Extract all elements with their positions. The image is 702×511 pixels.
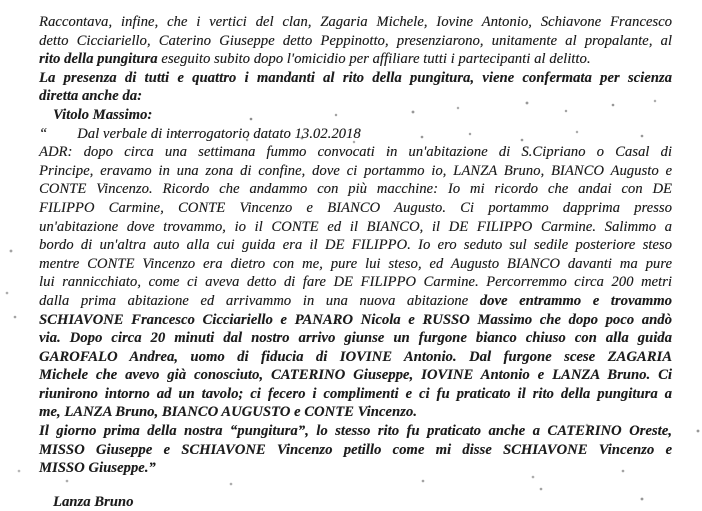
text-line <box>39 366 672 385</box>
text-run: detto Cicciariello, Caterino Giuseppe detto Peppinotto, presenziarono, unitamente al propalante, al <box>39 32 672 49</box>
text-line <box>39 218 672 237</box>
bold-text-run: GAROFALO Andrea, uomo di fiducia di IOVINE Antonio. Dal furgone scese ZAGARIA <box>39 348 672 365</box>
text-line <box>39 180 672 199</box>
text-line <box>39 69 672 88</box>
text-run: bordo di un'altra auto alla cui guida era il DE FILIPPO. Io ero seduto sul sedile posteriore steso <box>39 237 672 254</box>
text-run: dalla prima abitazione ed arrivammo in una nuova abitazione <box>39 292 480 309</box>
bold-text-run: riunirono intorno ad un tavolo; ci fecero i complimenti e ci fu praticato il rito della pungitura a <box>39 385 672 402</box>
text-line <box>39 441 672 460</box>
text-line <box>39 32 672 51</box>
text-run: Principe, eravamo in una zona di confine, dove ci portammo io, LANZA Bruno, BIANCO Augusto e <box>39 162 672 179</box>
text-line <box>39 143 672 162</box>
bold-text-run: Vitolo Massimo: <box>53 106 153 123</box>
text-line <box>39 403 672 422</box>
text-line <box>39 422 672 441</box>
scan-noise <box>0 0 2 2</box>
text-line <box>39 162 672 181</box>
bold-text-run: Lanza Bruno <box>53 493 134 510</box>
text-line <box>39 87 672 106</box>
text-line <box>39 348 672 367</box>
document-body <box>39 13 672 511</box>
text-line <box>39 125 672 144</box>
bold-text-run: via. Dopo circa 20 minuti dal nostro arrivo giunse un furgone bianco chiuso con alla guida <box>39 330 672 347</box>
text-run: lui rannicchiato, come ci aveva detto di fare DE FILIPPO Carmine. Percorremmo circa 200 metri <box>39 274 672 291</box>
bold-text-run: MISSO Giuseppe.” <box>39 460 156 477</box>
text-line <box>39 385 672 404</box>
text-run: ADR: dopo circa una settimana fummo convocati in un'abitazione di S.Cipriano o Casal di <box>39 144 672 161</box>
text-run: eseguito subito dopo l'omicidio per affiliare tutti i partecipanti al delitto. <box>157 51 591 68</box>
text-run: Raccontava, infine, che i vertici del clan, Zagaria Michele, Iovine Antonio, Schiavone Francesco <box>39 14 672 30</box>
text-line <box>39 273 672 292</box>
text-line <box>39 493 672 511</box>
text-run: CONTE Vincenzo. Ricordo che andammo con più macchine: Io mi ricordo che andai con DE <box>39 181 672 198</box>
bold-text-run: diretta anche da: <box>39 88 142 105</box>
text-line <box>39 199 672 218</box>
blank-line <box>39 478 672 493</box>
bold-text-run: La presenza di tutti e quattro i mandanti al rito della pungitura, viene confermata per scienza <box>39 69 672 86</box>
bold-text-run: Michele che avevo già conosciuto, CATERINO Giuseppe, IOVINE Antonio e LANZA Bruno. Ci <box>39 367 672 384</box>
text-run: Dal verbale di interrogatorio datato 13.02.2018 <box>77 125 361 142</box>
text-line <box>39 236 672 255</box>
text-line <box>39 50 672 69</box>
bold-text-run: Il giorno prima della nostra “pungitura”, lo stesso rito fu praticato anche a CATERINO Oreste, <box>39 423 672 440</box>
text-line <box>39 459 672 478</box>
bold-text-run: rito della pungitura <box>39 51 158 68</box>
text-line <box>39 292 672 311</box>
text-run: FILIPPO Carmine, CONTE Vincenzo e BIANCO Augusto. Ci portammo dapprima presso <box>39 199 672 216</box>
text-line <box>39 311 672 330</box>
text-run: mentre CONTE Vincenzo era dietro con me, pure lui steso, ed Augusto BIANCO davanti ma pure <box>39 255 672 272</box>
bold-text-run: dove entrammo e trovammo <box>479 292 672 309</box>
text-run: “ <box>39 125 48 142</box>
text-line <box>39 106 672 125</box>
bold-text-run: MISSO Giuseppe e SCHIAVONE Vincenzo petillo come mi disse SCHIAVONE Vincenzo e <box>39 441 672 458</box>
text-line <box>39 13 672 32</box>
text-line <box>39 255 672 274</box>
text-run: un'abitazione dove trovammo, io il CONTE ed il BIANCO, il DE FILIPPO Carmine. Salimmo a <box>39 218 672 235</box>
bold-text-run: SCHIAVONE Francesco Cicciariello e PANARO Nicola e RUSSO Massimo che dopo poco andò <box>39 311 672 328</box>
text-line <box>39 329 672 348</box>
bold-text-run: me, LANZA Bruno, BIANCO AUGUSTO e CONTE Vincenzo. <box>39 404 417 421</box>
